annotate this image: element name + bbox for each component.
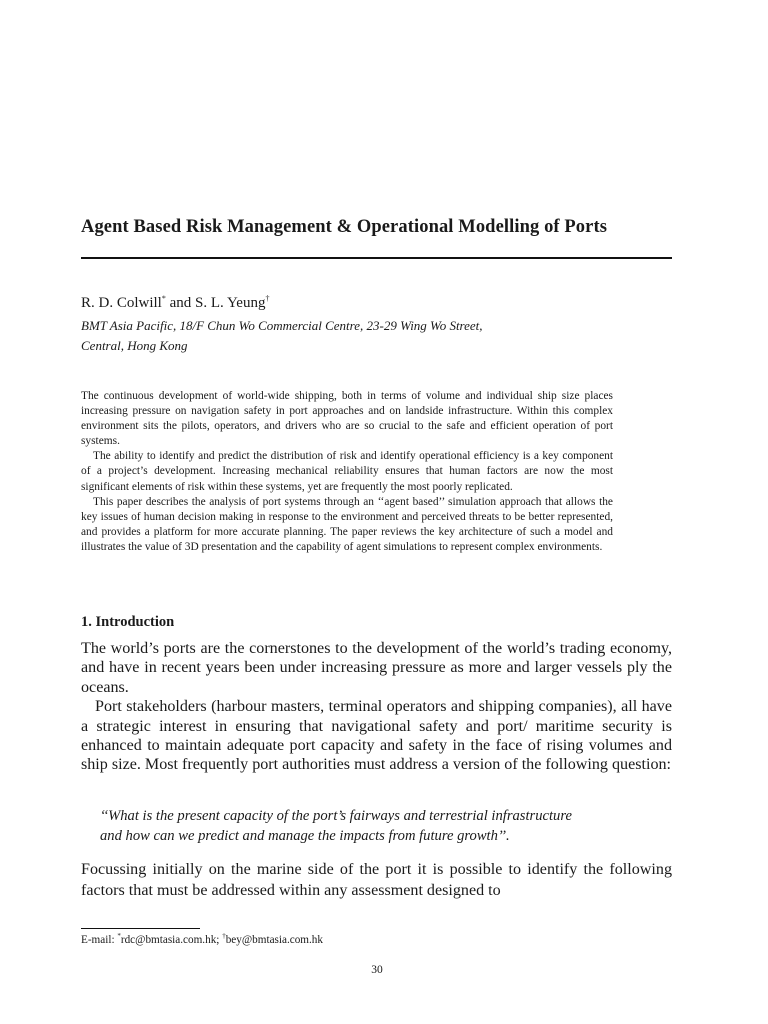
section-body — [81, 639, 672, 775]
block-quote — [100, 806, 672, 846]
body-paragraph: The world’s ports are the cornerstones to the development of the world’s trading economy, and have in recent years been under increasing pressure as more and larger vessels ply the oceans. — [81, 640, 672, 696]
author-mark: † — [265, 294, 270, 303]
page-number: 30 — [371, 964, 383, 976]
abstract-paragraph: The continuous development of world-wide shipping, both in terms of volume and individual ship size places increasing pressure on navigation safety in port approaches and on landside infrastructure. Within this complex environment sits the pilots, operators, and drivers who are so crucial to the safe and efficient operation of port systems. — [81, 390, 613, 448]
author-conjunction: and — [165, 295, 196, 311]
affiliation — [81, 316, 483, 356]
quote-line: and how can we predict and manage the impacts from future growth’’. — [100, 828, 510, 844]
quote-line: ‘‘What is the present capacity of the port’s fairways and terrestrial infrastructure — [100, 808, 572, 824]
footnote-mark: † — [222, 932, 226, 940]
abstract — [81, 389, 613, 555]
footnote-mark: * — [117, 932, 121, 940]
author-name: S. L. Yeung — [195, 295, 266, 311]
body-paragraph: Port stakeholders (harbour masters, terminal operators and shipping companies), all have a strategic interest in ensuring that navigational safety and port/ maritime security is enhanced to maintain adequate port capacity and safety in the face of rising volumes and ship size. Most frequently port authorities must address a version of the following question: — [81, 698, 672, 774]
footnote — [81, 932, 323, 946]
section-heading: 1. Introduction — [81, 614, 175, 630]
affiliation-line: Central, Hong Kong — [81, 338, 188, 353]
abstract-paragraph: This paper describes the analysis of port systems through an ‘‘agent based’’ simulation approach that allows the key issues of human decision making in response to the environment and perceived threats to be better represented, and provides a platform for more accurate planning. The paper reviews the key architecture of such a model and illustrates the value of 3D presentation and the capability of agent simulations to represent complex environments. — [81, 495, 613, 553]
author-line — [81, 294, 269, 312]
footnote-email: bey@bmtasia.com.hk — [225, 934, 323, 946]
abstract-paragraph: The ability to identify and predict the distribution of risk and identify operational efficiency is a key component of a project’s development. Increasing mechanical reliability ensures that human factors are now the most significant elements of risk within these systems, yet are frequently the most poorly replicated. — [81, 450, 613, 493]
title-rule — [81, 257, 672, 259]
author-name: R. D. Colwill — [81, 295, 162, 311]
footnote-email: rdc@bmtasia.com.hk; — [120, 934, 223, 946]
affiliation-line: BMT Asia Pacific, 18/F Chun Wo Commercial Centre, 23-29 Wing Wo Street, — [81, 318, 483, 333]
footnote-rule — [81, 928, 200, 929]
paper-title: Agent Based Risk Management & Operational Modelling of Ports — [81, 217, 608, 237]
footnote-label: E-mail: — [81, 934, 118, 946]
author-mark: * — [161, 294, 166, 303]
body-paragraph: Focussing initially on the marine side of the port it is possible to identify the following factors that must be addressed within any assessment designed to — [81, 861, 672, 899]
